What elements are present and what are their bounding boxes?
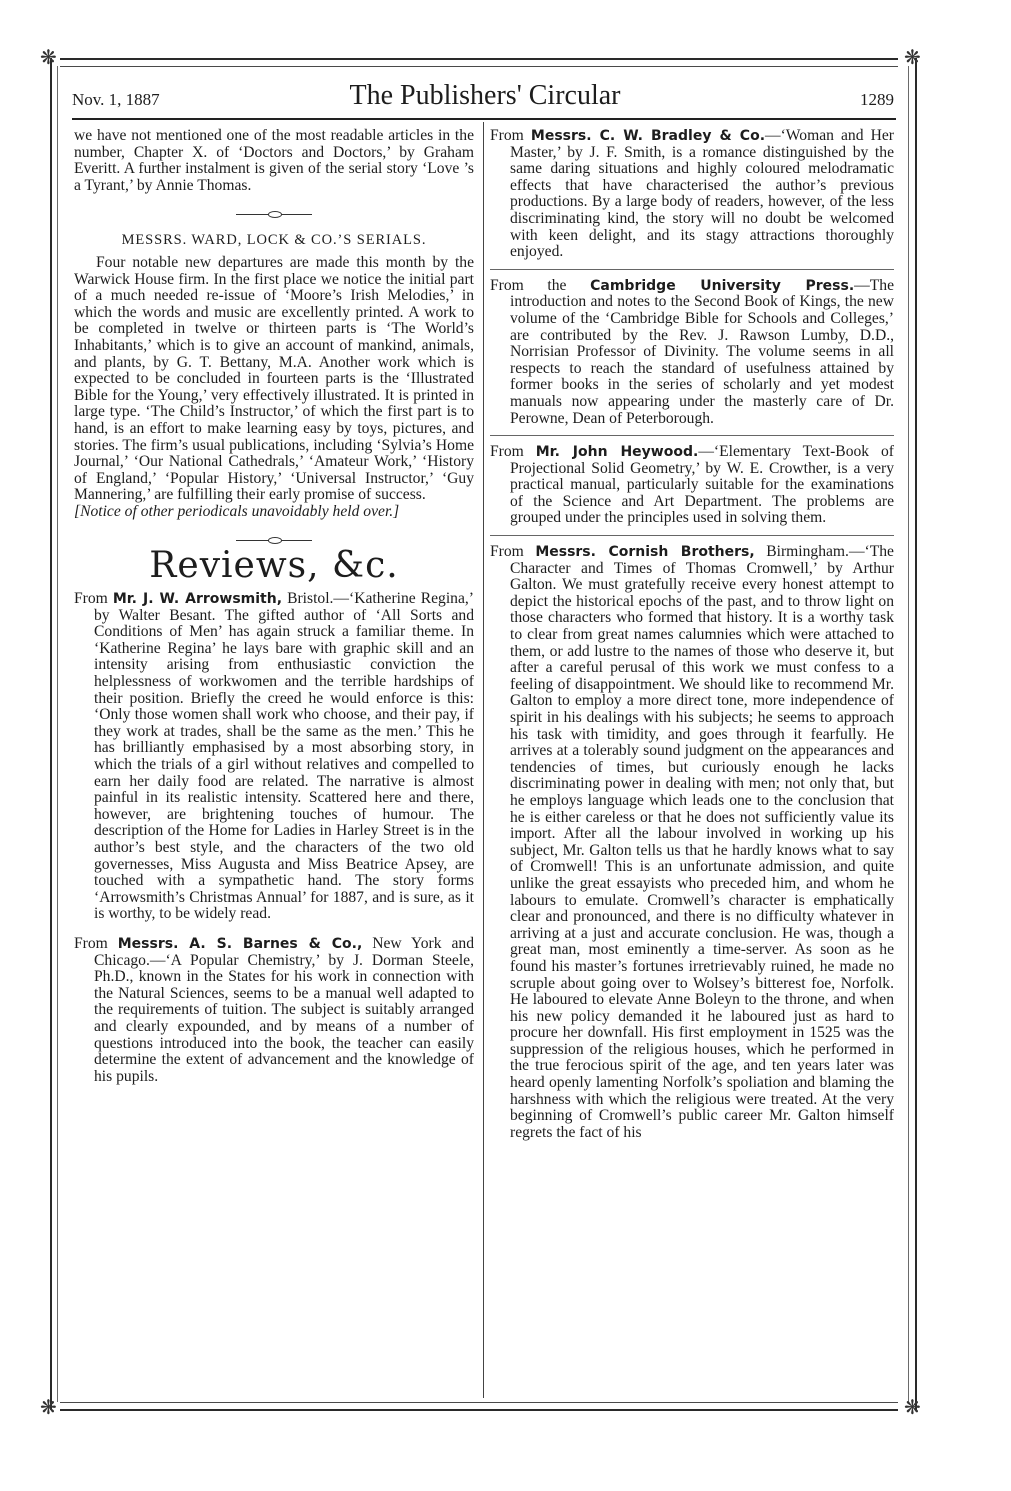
page-header <box>72 76 898 116</box>
review-heywood <box>490 444 894 527</box>
review-arrowsmith <box>74 591 474 923</box>
border-rule-top-inner <box>60 66 898 67</box>
column-divider <box>483 122 484 1398</box>
review-body: —‘Woman and Her Master,’ by J. F. Smith, is a romance distinguished by the same daring situations and highly coloured melodramatic effects that have characterised the author’s previous productions. By a large body of readers, however, of the less discriminating kind, the story will no doubt be welcomed with keen delight, and its stagy attractions thoroughly enjoyed. <box>510 127 894 261</box>
review-bradley <box>490 128 894 261</box>
notice-line: [Notice of other periodicals unavoidably held over.] <box>74 502 400 520</box>
serials-heading: MESSRS. WARD, LOCK & CO.’S SERIALS. <box>121 232 427 249</box>
review-publisher: Mr. J. W. Arrowsmith, <box>112 591 283 608</box>
reviews-section-title: Reviews, &c. <box>149 545 399 587</box>
review-body: Birmingham.—‘The Character and Times of Thomas Cromwell,’ by Arthur Galton. We must gratefully receive every honest attempt to depict the historical epochs of the past, and to throw light on those characters who formed that history. It is a worthy task to clear from great names calumnies which were attached to them, or add lustre to the names of those who deserve it, but after a careful perusal of this work we must confess to a feeling of disappointment. We should like to recommend Mr. Galton to employ a more direct tone, more independence of spirit in his dealings with his subjects; he seems to approach his task with timidity, and goes through it fearfully. He arrives at a tolerably sound judgment on the appearances and tendencies of times, but curiously enough he lacks discriminating power in dealing with men; not only that, but he employs language which leads one to the conclusion that he is either careless or that he does not sufficiently value its import. After all the labour involved in working up his subject, Mr. Galton tells us that he hardly knows what to say of Cromwell! This is an unfortunate admission, and quite unlike the great essayists who preceded him, and whom he labours to emulate. Cromwell’s character is emphatically clear and pronounced, and there is no difficulty whatever in arriving at a just and accurate conclusion. He was, though a great man, most eminently a time-server. As soon as he found his master’s fortunes irretrievably ruined, he made no scruple about going over to Wolsey’s bitterest foe, Norfolk. He laboured to elevate Anne Boleyn to the throne, and when his new policy demanded it he laboured just as hard to procure her downfall. His first employment in 1525 was the suppression of the religious houses, which he performed in the true ferocious spirit of the age, and ten years later was heard openly lamenting Norfolk’s spoliation and blaming the harshness with which the religious were treated. At the very beginning of Cromwell’s public career Mr. Galton himself regrets the fact of his <box>510 543 894 1141</box>
section-separator <box>236 536 312 544</box>
review-publisher: Messrs. C. W. Bradley & Co. <box>530 128 766 144</box>
review-body: Bristol.—‘Katherine Regina,’ by Walter Besant. The gifted author of ‘All Sorts and Conditions of Men’ has again struck a familiar theme. In ‘Katherine Regina’ he lays bare with graphic skill and an intensity arising from enthusiastic conviction the helplessness of workwomen and the terrible hardships of their position. Briefly the creed he would enforce is this: ‘Only those women shall work who choose, and their pay, if they work at trades, shall be the same as the men.’ This he has brilliantly emphasised by a most absorbing story, in which the trials of a girl without relatives and compelled to earn her daily food are related. The narrative is almost painful in its realistic intensity. Scattered here and there, however, are brightening touches of humour. The description of the Home for Ladies in Harley Street is in the author’s best style, and the characters of the two old governesses, Miss Augusta and Miss Beatrice Apsey, are touched with a sympathetic hand. The story forms ‘Arrowsmith’s Christmas Annual’ for 1887, and is sure, as it is worthy, to be widely read. <box>94 590 474 923</box>
review-body: New York and Chicago.—‘A Popular Chemistry,’ by J. Dorman Steele, Ph.D., known in the States for his work in connection with the Natural Sciences, seems to be a manual well adapted to the requirements of tuition. The subject is suitably arranged and clearly expounded, and by means of a number of questions introduced into the book, the teacher can easily determine the extent of advancement and the knowledge of his pupils. <box>94 934 474 1085</box>
review-barnes <box>74 936 474 1085</box>
review-body: —‘Elementary Text-Book of Projectional Solid Geometry,’ by W. E. Crowther, is a very practical manual, particularly suitable for the examinations of the Science and Art Department. The problems are grouped under the principles used in solving them. <box>510 443 895 527</box>
review-from: From <box>490 127 524 144</box>
right-column <box>490 128 894 1141</box>
border-rule-bottom-inner <box>60 1402 898 1403</box>
review-publisher: Messrs. A. S. Barnes & Co., <box>117 935 363 952</box>
page-number: 1289 <box>860 90 894 109</box>
left-column <box>74 128 474 1085</box>
corner-ornament-icon: ❋ <box>904 1397 921 1419</box>
review-from: From <box>74 934 108 952</box>
border-rule-left-inner <box>57 66 58 1402</box>
corner-ornament-icon: ❋ <box>904 47 921 69</box>
review-from: From <box>74 590 108 608</box>
review-from: From <box>490 543 524 561</box>
review-cambridge <box>490 278 894 427</box>
corner-ornament-icon: ❋ <box>40 1397 57 1419</box>
review-publisher: Cambridge University Press. <box>590 277 855 294</box>
review-body: —The introduction and notes to the Second Book of Kings, the new volume of the ‘Cambridge Bible for Schools and Colleges,’ are contributed by the Rev. J. Rawson Lumby, D.D., Norrisian Professor of Divinity. The volume seems in all respects to reach the standard of usefulness attained by former books in the series of scholarly and yet modest manuals now appearing under the masterly care of Dr. Perowne, Dean of Peterborough. <box>510 276 895 427</box>
review-cornish <box>490 544 894 1141</box>
issue-date: Nov. 1, 1887 <box>72 90 160 109</box>
entry-rule <box>490 269 894 270</box>
serials-paragraph: Four notable new departures are made this month by the Warwick House firm. In the first place we notice the initial part of a much needed re-issue of ‘Moore’s Irish Melodies,’ in which the words and music are excellently printed. A work to be completed in twelve or thirteen parts is ‘The World’s Inhabitants,’ which is to give an account of mankind, animals, and plants, by G. T. Bettany, M.A. Another work which is expected to be concluded in fourteen parts is the ‘Illustrated Bible for the Young,’ very effectively illustrated. It is printed in large type. ‘The Child’s Instructor,’ of which the first part is to hand, is an effort to make learning easy by toys, pictures, and stories. The firm’s usual publications, including ‘Sylvia’s Home Journal,’ ‘Our National Cathedrals,’ ‘Amateur Work,’ ‘History of England,’ ‘Popular History,’ ‘Universal Instructor,’ ‘Guy Mannering,’ are fulfilling their early promise of success. <box>74 253 474 504</box>
border-rule-right <box>915 58 917 1410</box>
border-rule-left <box>50 58 52 1410</box>
border-rule-top <box>60 58 898 60</box>
corner-ornament-icon: ❋ <box>40 47 57 69</box>
entry-rule <box>490 535 894 536</box>
review-publisher: Mr. John Heywood. <box>535 444 699 461</box>
publication-title: The Publishers' Circular <box>349 80 621 111</box>
section-separator <box>236 210 312 218</box>
border-rule-right-inner <box>908 66 909 1402</box>
header-rule <box>72 118 896 120</box>
review-publisher: Messrs. Cornish Brothers, <box>535 544 755 561</box>
entry-rule <box>490 435 894 436</box>
continued-paragraph: we have not mentioned one of the most readable articles in the number, Chapter X. of ‘Doctors and Doctors,’ by Graham Everitt. A further instalment is given of the serial story ‘Love ’s a Tyrant,’ by Annie Thomas. <box>74 127 474 194</box>
review-from: From <box>490 443 524 461</box>
review-from: From the <box>490 276 567 294</box>
border-rule-bottom <box>60 1409 898 1411</box>
